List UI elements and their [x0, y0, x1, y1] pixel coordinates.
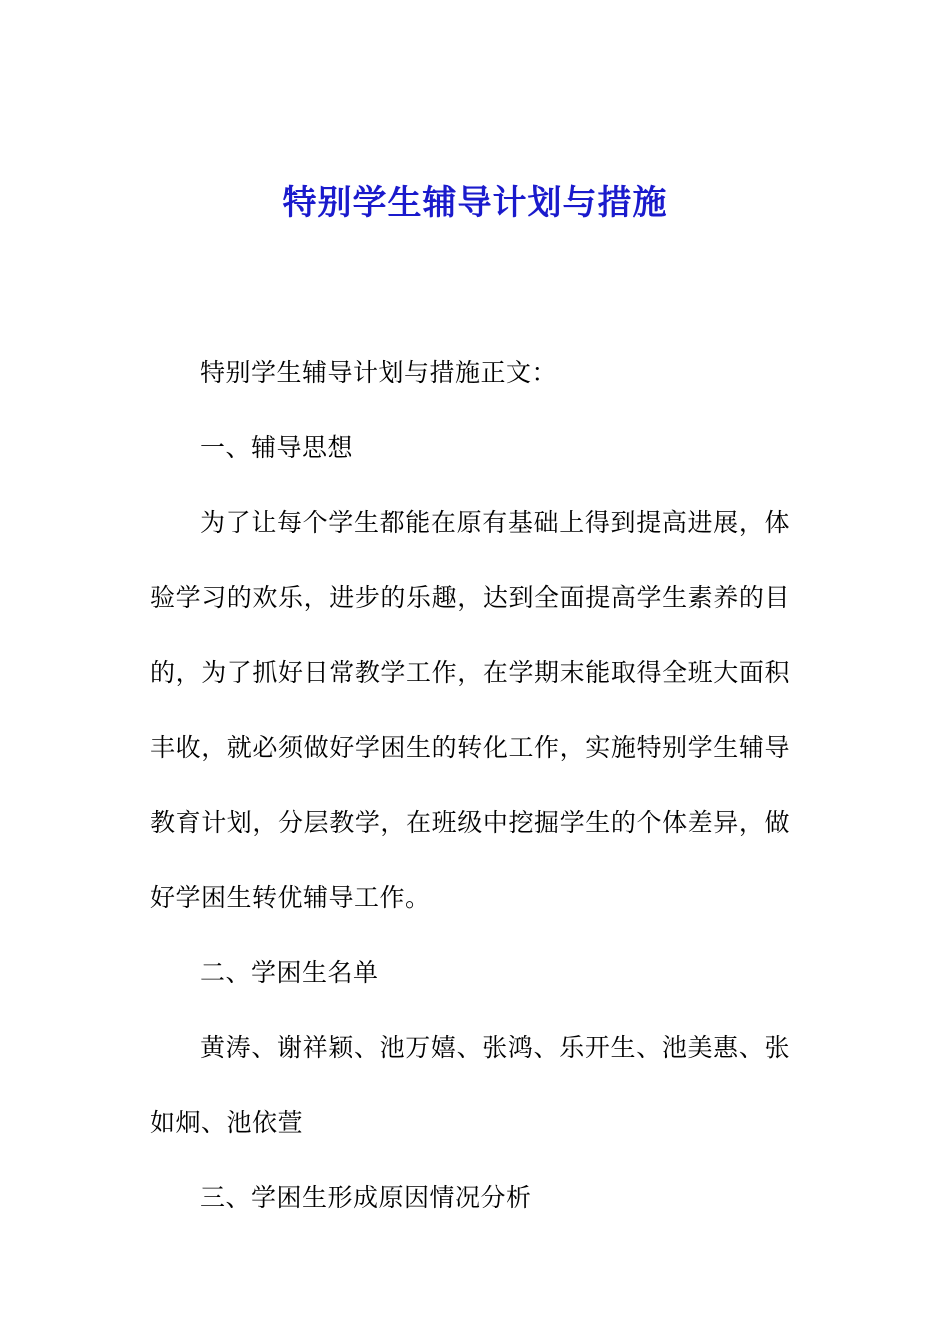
section-heading-3: 三、学困生形成原因情况分析	[200, 1183, 532, 1212]
section-heading-1: 一、辅导思想	[200, 433, 354, 462]
document-body	[150, 335, 790, 1235]
paragraph-intro: 特别学生辅导计划与措施正文：	[200, 358, 558, 387]
section-heading-2: 二、学困生名单	[200, 958, 379, 987]
document-title: 特别学生辅导计划与措施	[282, 183, 668, 223]
paragraph-guidance: 为了让每个学生都能在原有基础上得到提高进展，体验学习的欢乐，进步的乐趣，达到全面提高学生素养的目的，为了抓好日常教学工作，在学期末能取得全班大面积丰收，就必须做好学困生的转化工作，实施特别学生辅导教育计划，分层教学，在班级中挖掘学生的个体差异，做好学困生转优辅导工作。	[150, 508, 790, 912]
paragraph-student-list: 黄涛、谢祥颖、池万嬉、张鸿、乐开生、池美惠、张如炯、池依萱	[150, 1033, 790, 1137]
